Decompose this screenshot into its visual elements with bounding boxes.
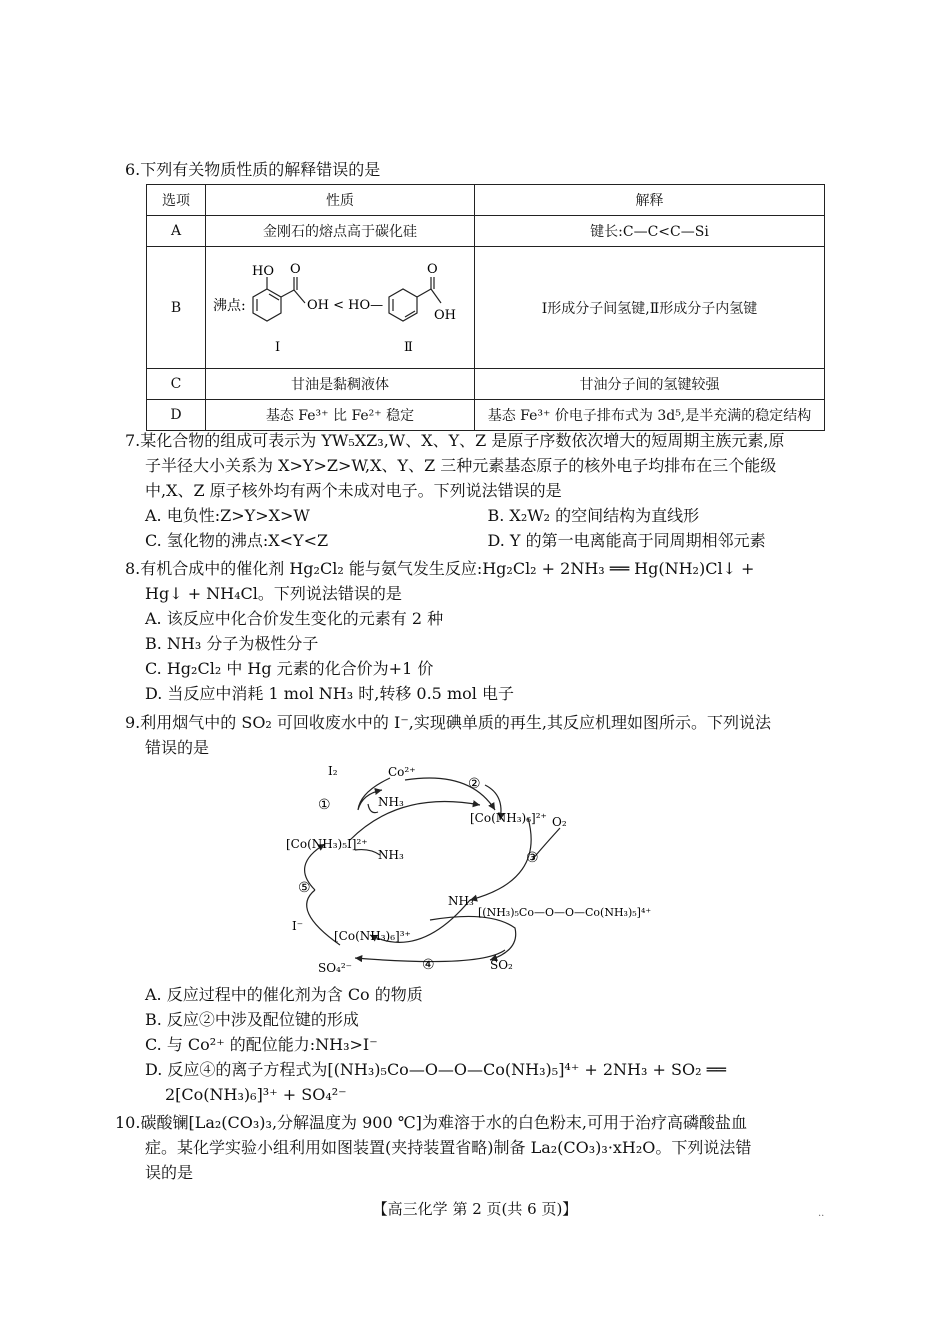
option-a: A. 反应过程中的催化剂为含 Co 的物质 — [145, 985, 423, 1004]
step-2-label: ② — [468, 776, 481, 792]
option-b: B. 反应②中涉及配位键的形成 — [145, 1010, 359, 1029]
option-c: C. 与 Co²⁺ 的配位能力:NH₃>I⁻ — [145, 1035, 378, 1054]
question-7 — [125, 428, 830, 553]
option-label: D — [147, 400, 206, 431]
co-nh3-6-label: [Co(NH₃)₆]²⁺ — [470, 811, 547, 825]
table-row — [147, 400, 825, 431]
o-label: O — [290, 262, 301, 277]
option-c: C. Hg₂Cl₂ 中 Hg 元素的化合价为+1 价 — [145, 659, 434, 678]
corner-mark: .. — [818, 1208, 825, 1219]
property-cell: 甘油是黏稠液体 — [206, 369, 475, 400]
q10-line: 10.碳酸镧[La₂(CO₃)₃,分解温度为 900 ℃]为难溶于水的白色粉末,可用于治疗高磷酸盐血 — [115, 1113, 747, 1132]
co-nh3-6-3-label: [Co(NH₃)₆]³⁺ — [334, 929, 411, 943]
molecule-1-structure — [253, 277, 305, 321]
property-cell — [206, 247, 475, 369]
q9-line: 错误的是 — [145, 738, 210, 757]
property-cell: 金刚石的熔点高于碳化硅 — [206, 216, 475, 247]
q10-line: 症。某化学实验小组利用如图装置(夹持装置省略)制备 La₂(CO₃)₃·xH₂O。下列说法错 — [145, 1138, 752, 1157]
i2-label: I₂ — [328, 764, 338, 778]
question-9 — [125, 710, 830, 760]
option-d: D. 反应④的离子方程式为[(NH₃)₅Co—O—O—Co(NH₃)₅]⁴⁺ + 2NH₃ + SO₂ ══ — [145, 1060, 726, 1079]
explanation-cell: 甘油分子间的氢键较强 — [475, 369, 825, 400]
q8-line: Hg↓ + NH₄Cl。下列说法错误的是 — [145, 584, 402, 603]
question-10 — [115, 1110, 830, 1185]
option-label: B — [147, 247, 206, 369]
q6-stem: 6.下列有关物质性质的解释错误的是 — [125, 160, 381, 179]
so2-label: SO₂ — [490, 958, 513, 972]
option-d-continued: 2[Co(NH₃)₆]³⁺ + SO₄²⁻ — [165, 1085, 347, 1104]
co2-label: Co²⁺ — [388, 765, 416, 779]
so4-label: SO₄²⁻ — [318, 961, 353, 975]
step-3-label: ③ — [526, 850, 539, 866]
q7-line: 子半径大小关系为 X>Y>Z>W,X、Y、Z 三种元素基态原子的核外电子均排布在三个能级 — [145, 456, 777, 475]
q7-options-cd — [125, 528, 830, 553]
property-cell: 基态 Fe³⁺ 比 Fe²⁺ 稳定 — [206, 400, 475, 431]
o2-label: O — [427, 262, 438, 277]
q6-table — [146, 184, 825, 431]
question-8 — [125, 556, 830, 706]
q7-line: 7.某化合物的组成可表示为 YW₅XZ₃,W、X、Y、Z 是原子序数依次增大的短周期主族元素,原 — [125, 431, 785, 450]
q7-line: 中,X、Z 原子核外均有两个未成对电子。下列说法错误的是 — [145, 481, 562, 500]
option-a: A. 该反应中化合价发生变化的元素有 2 种 — [145, 609, 444, 628]
q7-options-ab — [125, 503, 830, 528]
oh2-label: OH — [434, 308, 456, 323]
header-explanation: 解释 — [475, 185, 825, 216]
prefix-text: 沸点: — [213, 298, 246, 314]
explanation-cell: 基态 Fe³⁺ 价电子排布式为 3d⁵,是半充满的稳定结构 — [475, 400, 825, 431]
nh3-label-3: NH₃ — [448, 894, 474, 908]
boiling-point-structures — [209, 247, 471, 364]
ho-label: HO — [252, 264, 274, 279]
explanation-cell: Ⅰ形成分子间氢键,Ⅱ形成分子内氢键 — [475, 247, 825, 369]
peroxo-complex-label: [(NH₃)₅Co—O—O—Co(NH₃)₅]⁴⁺ — [478, 906, 652, 919]
option-d: D. 当反应中消耗 1 mol NH₃ 时,转移 0.5 mol 电子 — [145, 684, 514, 703]
q9-options — [125, 982, 830, 1107]
option-c: C. 氢化物的沸点:X<Y<Z — [145, 531, 329, 550]
step-5-label: ⑤ — [298, 880, 311, 896]
table-row — [147, 216, 825, 247]
option-b: B. X₂W₂ 的空间结构为直线形 — [487, 506, 700, 525]
q8-line: 8.有机合成中的催化剂 Hg₂Cl₂ 能与氨气发生反应:Hg₂Cl₂ + 2NH₃ ══ Hg(NH₂)Cl↓ + — [125, 559, 755, 578]
table-row — [147, 247, 825, 369]
reaction-mechanism-diagram — [270, 760, 690, 978]
page-footer: 【高三化学 第 2 页(共 6 页)】 — [372, 1200, 578, 1218]
explanation-cell: 键长:C—C<C—Si — [475, 216, 825, 247]
o2-label: O₂ — [552, 815, 567, 829]
step-4-label: ④ — [422, 957, 435, 973]
header-property: 性质 — [206, 185, 475, 216]
label-ii: Ⅱ — [404, 340, 413, 355]
oh-compare: OH < HO— — [307, 298, 384, 313]
table-row — [147, 369, 825, 400]
step-1-label: ① — [318, 797, 331, 813]
table-header-row — [147, 185, 825, 216]
i-minus-label: I⁻ — [292, 919, 304, 933]
option-b: B. NH₃ 分子为极性分子 — [145, 634, 319, 653]
header-option: 选项 — [147, 185, 206, 216]
option-label: A — [147, 216, 206, 247]
option-d: D. Y 的第一电离能高于同周期相邻元素 — [487, 531, 766, 550]
option-a: A. 电负性:Z>Y>X>W — [145, 506, 310, 525]
label-i: Ⅰ — [275, 340, 281, 355]
option-label: C — [147, 369, 206, 400]
nh3-label-2: NH₃ — [378, 848, 404, 862]
q9-line: 9.利用烟气中的 SO₂ 可回收废水中的 I⁻,实现碘单质的再生,其反应机理如图所示。下列说法 — [125, 713, 771, 732]
q10-line: 误的是 — [145, 1163, 194, 1182]
nh3-label: NH₃ — [378, 795, 404, 809]
co-nh3-5-i-label: [Co(NH₃)₅I]²⁺ — [286, 837, 368, 851]
